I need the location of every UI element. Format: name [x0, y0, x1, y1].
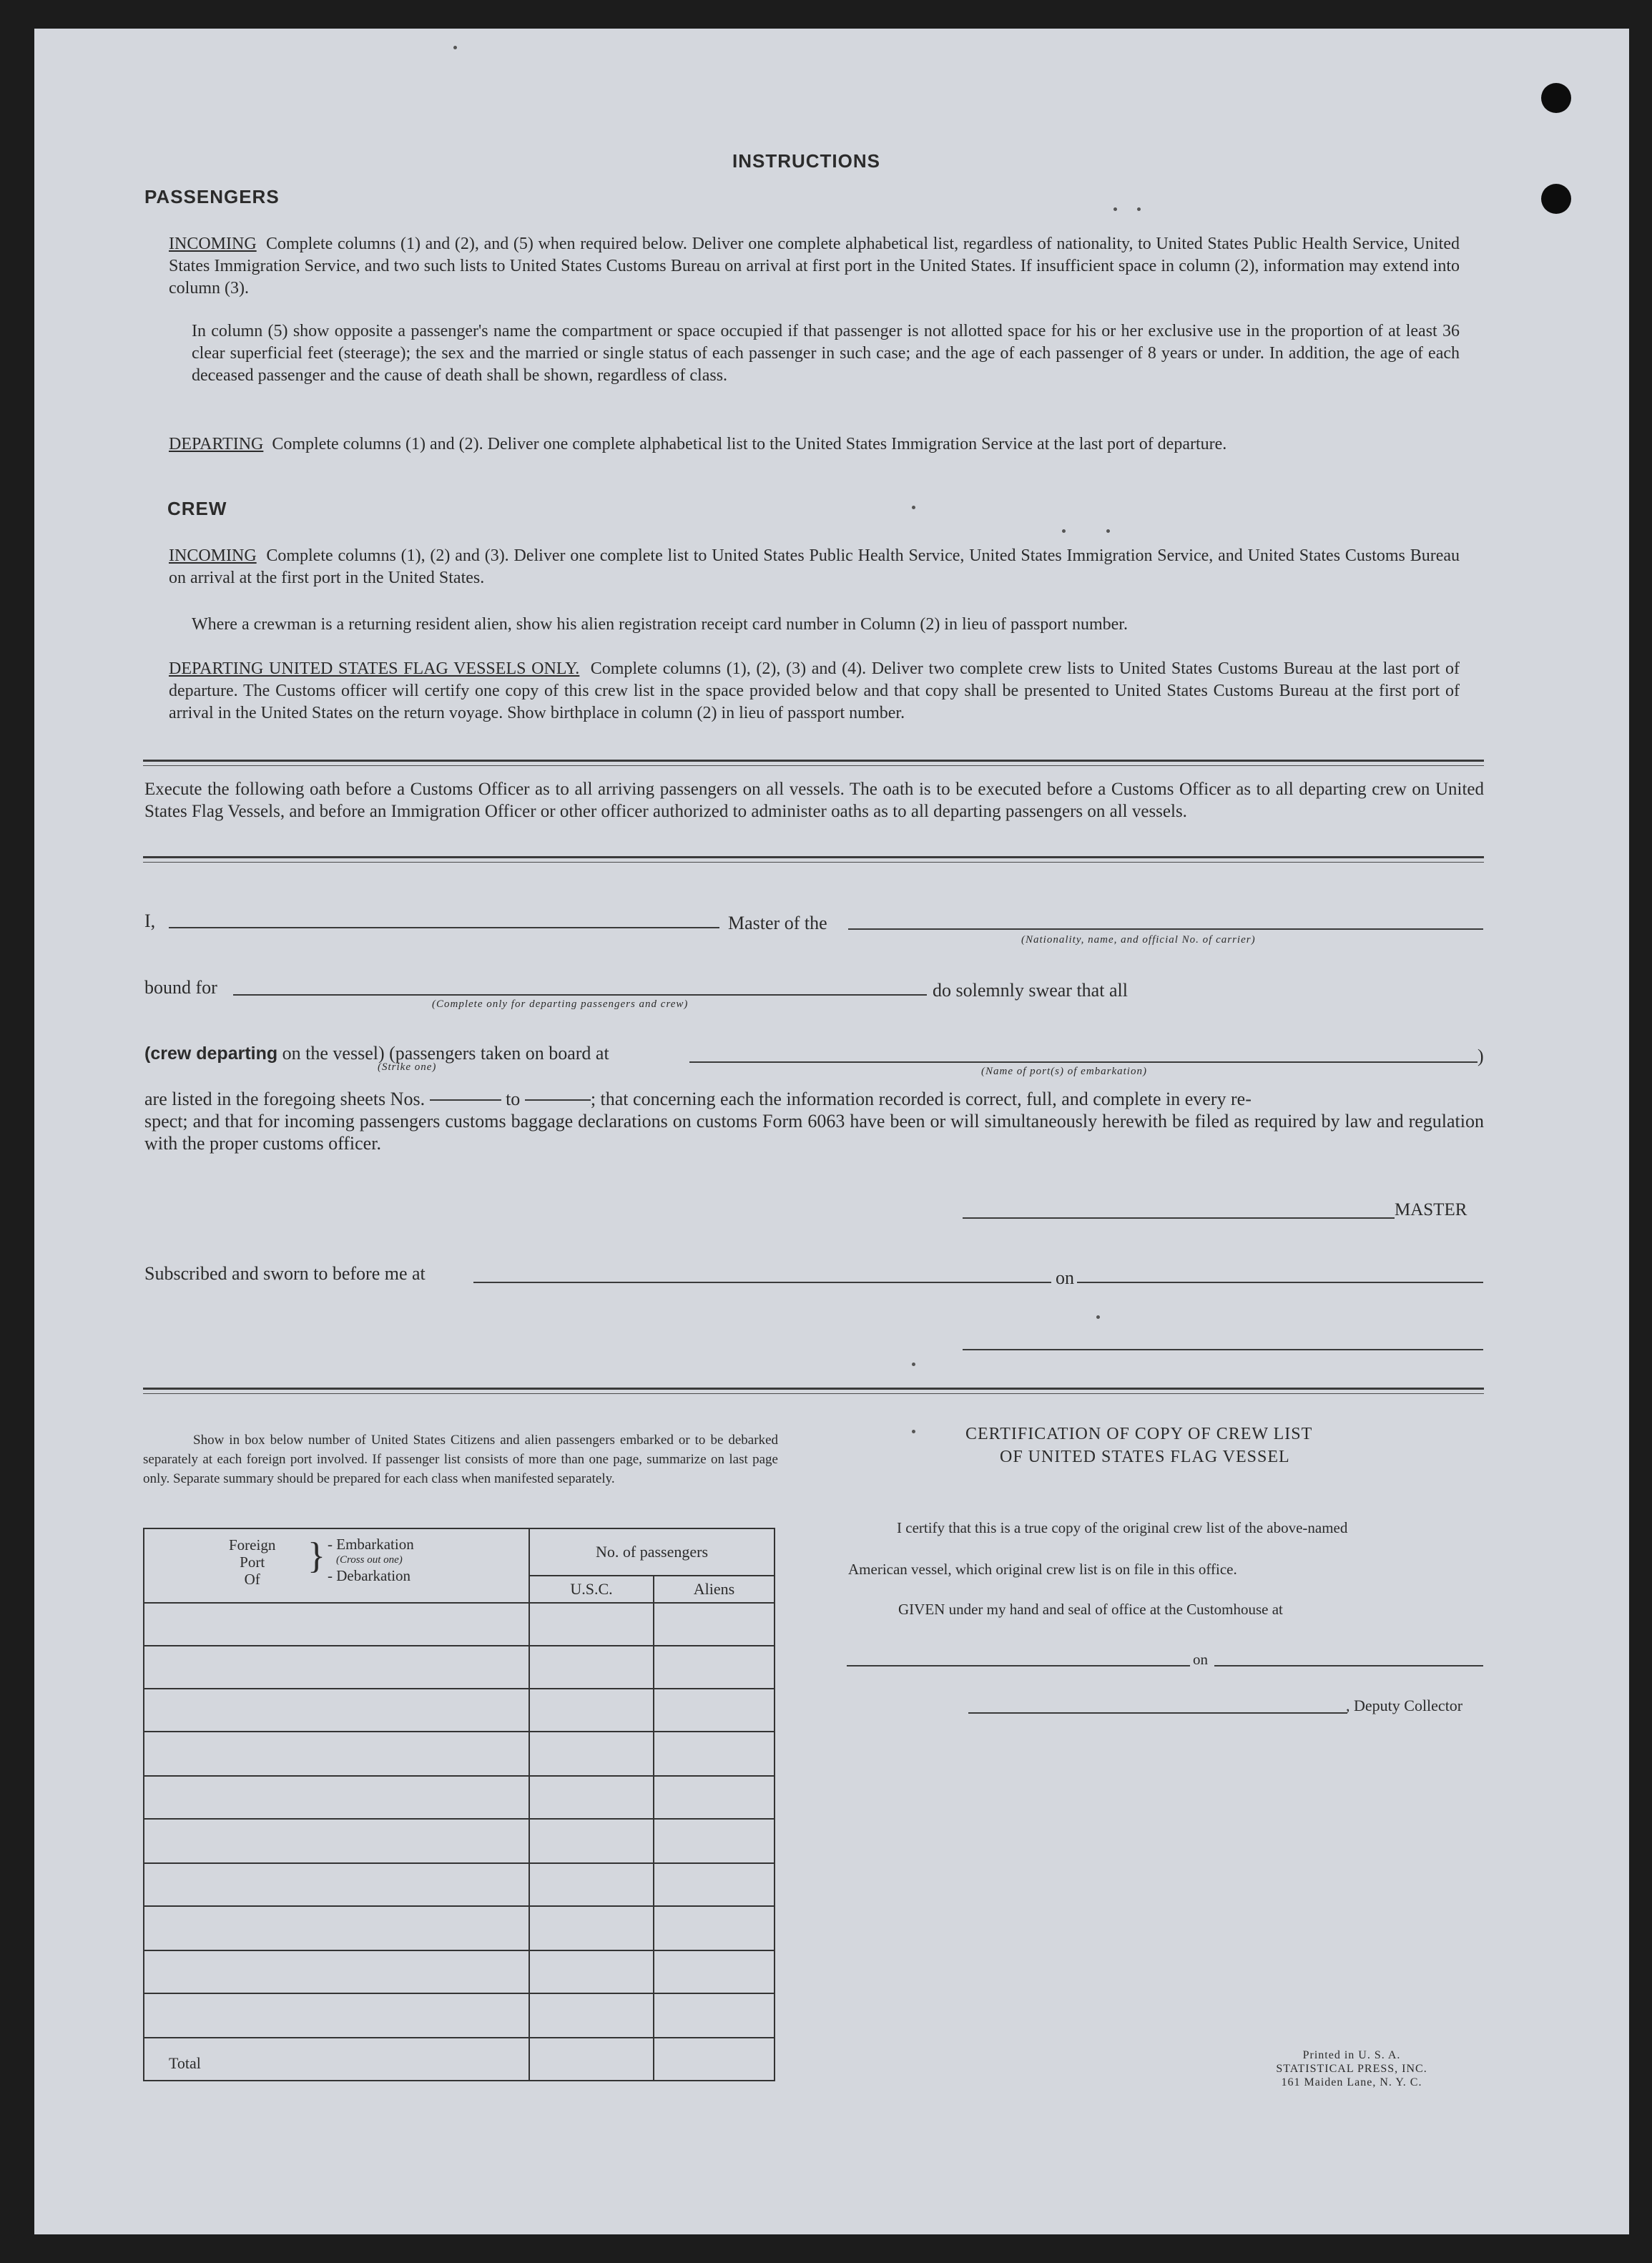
usc-cell[interactable]: [529, 1819, 654, 1863]
table-row: [144, 1603, 775, 1646]
table-row: [144, 1993, 775, 2038]
divider: [143, 1388, 1484, 1390]
brace-icon: }: [308, 1536, 325, 1576]
divider: [143, 1393, 1484, 1394]
speck: [1113, 207, 1117, 211]
on-vessel-label: on the vessel) (passengers taken on board at: [282, 1043, 609, 1064]
incoming-label: INCOMING: [169, 235, 257, 253]
total-text: Total: [169, 2054, 201, 2072]
usc-cell[interactable]: [529, 1689, 654, 1732]
table-row: [144, 1950, 775, 1993]
crew-heading: CREW: [167, 498, 227, 519]
divider: [143, 765, 1484, 766]
subscribed-date-field[interactable]: [1077, 1282, 1483, 1283]
aliens-header: Aliens: [654, 1576, 775, 1603]
aliens-cell[interactable]: [654, 1646, 775, 1689]
close-paren: ): [1478, 1046, 1484, 1066]
crew-incoming-text: Complete columns (1), (2) and (3). Deliver one complete list to United States Public Health Service, United States Immigration Service, and United States Customs Bureau on arrival at the first port in the United States.: [169, 546, 1460, 587]
subscribed-place-field[interactable]: [473, 1282, 1051, 1283]
speck: [453, 46, 457, 49]
printer-line-3: 161 Maiden Lane, N. Y. C.: [1281, 2076, 1422, 2088]
sheet-to-field[interactable]: [525, 1099, 591, 1101]
crew-incoming-label: INCOMING: [169, 546, 257, 565]
passenger-summary-table: [143, 1528, 775, 2081]
carrier-field[interactable]: [848, 928, 1483, 930]
table-row: [144, 1863, 775, 1906]
speck: [912, 506, 915, 509]
officer-signature-field[interactable]: [963, 1349, 1483, 1350]
aliens-cell[interactable]: [654, 1732, 775, 1776]
bound-for-label: bound for: [144, 977, 217, 998]
embarkation-label: - Embarkation: [328, 1536, 414, 1553]
no-passengers-header: No. of passengers: [529, 1528, 775, 1576]
divider: [143, 856, 1484, 858]
aliens-cell[interactable]: [654, 1776, 775, 1819]
table-row: [144, 1819, 775, 1863]
debarkation-label: - Debarkation: [328, 1567, 411, 1584]
speck: [1096, 1315, 1100, 1319]
crewman-paragraph: Where a crewman is a returning resident alien, show his alien registration receipt card number in Column (2) in lieu of passport number.: [192, 615, 1128, 634]
listed-concerning-text: ; that concerning each the information recorded is correct, full, and complete in every re-: [590, 1089, 1252, 1109]
printer-imprint: [1244, 2048, 1459, 2089]
subscribed-on-label: on: [1056, 1267, 1074, 1288]
certification-title-2: OF UNITED STATES FLAG VESSEL: [1000, 1448, 1290, 1466]
port-cell[interactable]: [144, 1603, 529, 1646]
embarkation-port-field[interactable]: [689, 1061, 1478, 1063]
speck: [1062, 529, 1066, 533]
speck: [1137, 207, 1141, 211]
port-label: Port: [240, 1553, 265, 1571]
passengers-incoming-paragraph: [169, 233, 1460, 300]
divider: [143, 862, 1484, 863]
listed-first-part: [144, 1089, 1484, 1110]
aliens-cell[interactable]: [654, 1863, 775, 1906]
usc-cell[interactable]: [529, 1950, 654, 1993]
total-row: [144, 2038, 775, 2081]
certify-text: I certify that this is a true copy of the original crew list of the above-named: [897, 1519, 1348, 1536]
summary-instructions: Show in box below number of United States Citizens and alien passengers embarked or to be debarked separately at each foreign port involved. If passenger list consists of more than one page, summarize on last page only. Separate summary should be prepared for each class when manifested separately.: [143, 1433, 778, 1486]
listed-to-label: to: [506, 1089, 521, 1109]
oath-i-label: I,: [144, 910, 156, 931]
master-of-label: Master of the: [728, 913, 827, 933]
port-cell[interactable]: [144, 1732, 529, 1776]
deputy-collector-label: , Deputy Collector: [1346, 1697, 1463, 1714]
aliens-cell[interactable]: [654, 1906, 775, 1950]
nationality-caption: (Nationality, name, and official No. of carrier): [1021, 934, 1256, 946]
certification-on-label: on: [1193, 1651, 1208, 1668]
port-cell[interactable]: [144, 1906, 529, 1950]
bound-for-field[interactable]: [233, 994, 927, 996]
deputy-collector-signature-field[interactable]: [968, 1712, 1347, 1714]
crew-incoming-paragraph: [169, 545, 1460, 589]
swear-label: do solemnly swear that all: [933, 980, 1128, 1001]
crew-departing-line: [144, 1043, 609, 1064]
aliens-cell[interactable]: [654, 1950, 775, 1993]
flag-vessels-label: DEPARTING UNITED STATES FLAG VESSELS ONLY.: [169, 659, 580, 678]
flag-vessels-text: Complete columns (1), (2), (3) and (4). Deliver two complete crew lists to United States Customs Bureau at the last port of departure. The Customs officer will certify one copy of this crew list in the space provided below and that copy shall be presented to United States Customs Bureau at the first port of arrival in the United States on the return voyage. Show birthplace in column (2) in lieu of passport number.: [169, 659, 1460, 722]
flag-vessels-paragraph: [169, 658, 1460, 725]
of-label: Of: [244, 1571, 260, 1588]
port-cell[interactable]: [144, 1646, 529, 1689]
strike-one-caption: (Strike one): [378, 1061, 437, 1073]
certification-title-1: CERTIFICATION OF COPY OF CREW LIST: [965, 1425, 1313, 1443]
master-name-field[interactable]: [169, 927, 719, 928]
aliens-cell[interactable]: [654, 1819, 775, 1863]
cross-out-label: (Cross out one): [336, 1554, 403, 1566]
usc-cell[interactable]: [529, 1776, 654, 1819]
customhouse-place-field[interactable]: [847, 1665, 1190, 1666]
divider: [143, 760, 1484, 762]
subscribed-label: Subscribed and sworn to before me at: [144, 1263, 426, 1284]
usc-cell[interactable]: [529, 1732, 654, 1776]
departing-text: Complete columns (1) and (2). Deliver one complete alphabetical list to the United States Immigration Service at the last port of departure.: [272, 435, 1227, 453]
certification-date-field[interactable]: [1214, 1665, 1483, 1666]
usc-cell[interactable]: [529, 1993, 654, 2038]
punch-hole-top: [1541, 83, 1571, 113]
table-row: [144, 1776, 775, 1819]
printer-line-1: Printed in U. S. A.: [1302, 2049, 1401, 2061]
usc-cell[interactable]: [529, 1646, 654, 1689]
port-cell[interactable]: [144, 1950, 529, 1993]
foreign-port-header: [144, 1528, 529, 1603]
foreign-label: Foreign: [229, 1536, 276, 1553]
port-cell[interactable]: [144, 1993, 529, 2038]
master-label: MASTER: [1395, 1200, 1467, 1219]
oath-intro: Execute the following oath before a Customs Officer as to all arriving passengers on all vessels. The oath is to be executed before a Customs Officer as to all departing crew on United States Flag Vessels, and before an Immigration Officer or other officer authorized to administer oaths as to all departing passengers on all vessels.: [144, 780, 1484, 821]
speck: [1106, 529, 1110, 533]
passengers-departing-paragraph: [169, 433, 1460, 456]
speck: [912, 1363, 915, 1366]
usc-header: U.S.C.: [529, 1576, 654, 1603]
instructions-title: INSTRUCTIONS: [732, 150, 880, 172]
usc-total-cell[interactable]: [529, 2038, 654, 2081]
american-vessel-text: American vessel, which original crew list is on file in this office.: [848, 1561, 1237, 1578]
usc-cell[interactable]: [529, 1603, 654, 1646]
total-label: [144, 2038, 529, 2081]
table-row: [144, 1646, 775, 1689]
port-cell[interactable]: [144, 1863, 529, 1906]
usc-cell[interactable]: [529, 1863, 654, 1906]
punch-hole-bottom: [1541, 184, 1571, 214]
usc-cell[interactable]: [529, 1906, 654, 1950]
printer-line-2: STATISTICAL PRESS, INC.: [1276, 2063, 1427, 2075]
listed-sheets-label: are listed in the foregoing sheets Nos.: [144, 1089, 426, 1109]
master-signature-field[interactable]: [963, 1217, 1395, 1219]
table-row: [144, 1906, 775, 1950]
table-row: [144, 1689, 775, 1732]
bound-caption: (Complete only for departing passengers and crew): [432, 998, 689, 1010]
aliens-cell[interactable]: [654, 1689, 775, 1732]
listed-continuation: spect; and that for incoming passengers customs baggage declarations on customs Form 6063 have been or will simultaneously herewith be filed as required by law and regulation with the proper customs officer.: [144, 1111, 1484, 1154]
aliens-cell[interactable]: [654, 1993, 775, 2038]
crew-departing-label: (crew departing: [144, 1044, 278, 1064]
embarkation-caption: (Name of port(s) of embarkation): [981, 1066, 1147, 1077]
sheet-from-field[interactable]: [430, 1099, 501, 1101]
given-text: GIVEN under my hand and seal of office at the Customhouse at: [898, 1601, 1283, 1618]
aliens-total-cell[interactable]: [654, 2038, 775, 2081]
port-cell[interactable]: [144, 1776, 529, 1819]
port-cell[interactable]: [144, 1689, 529, 1732]
table-row: [144, 1732, 775, 1776]
incoming-text: Complete columns (1) and (2), and (5) when required below. Deliver one complete alphabetical list, regardless of nationality, to United States Public Health Service, United States Immigration Service, and two such lists to United States Customs Bureau on arrival at first port in the United States. If insufficient space in column (2), information may extend into column (3).: [169, 235, 1460, 298]
speck: [912, 1430, 915, 1433]
port-cell[interactable]: [144, 1819, 529, 1863]
passengers-heading: PASSENGERS: [144, 186, 280, 207]
aliens-cell[interactable]: [654, 1603, 775, 1646]
column5-paragraph: In column (5) show opposite a passenger's name the compartment or space occupied if that passenger is not allotted space for his or her exclusive use in the proportion of at least 36 clear superficial feet (steerage); the sex and the married or single status of each passenger in such case; and the age of each passenger of 8 years or under. In addition, the age of each deceased passenger and the cause of death shall be shown, regardless of class.: [192, 322, 1460, 385]
departing-label: DEPARTING: [169, 435, 264, 453]
